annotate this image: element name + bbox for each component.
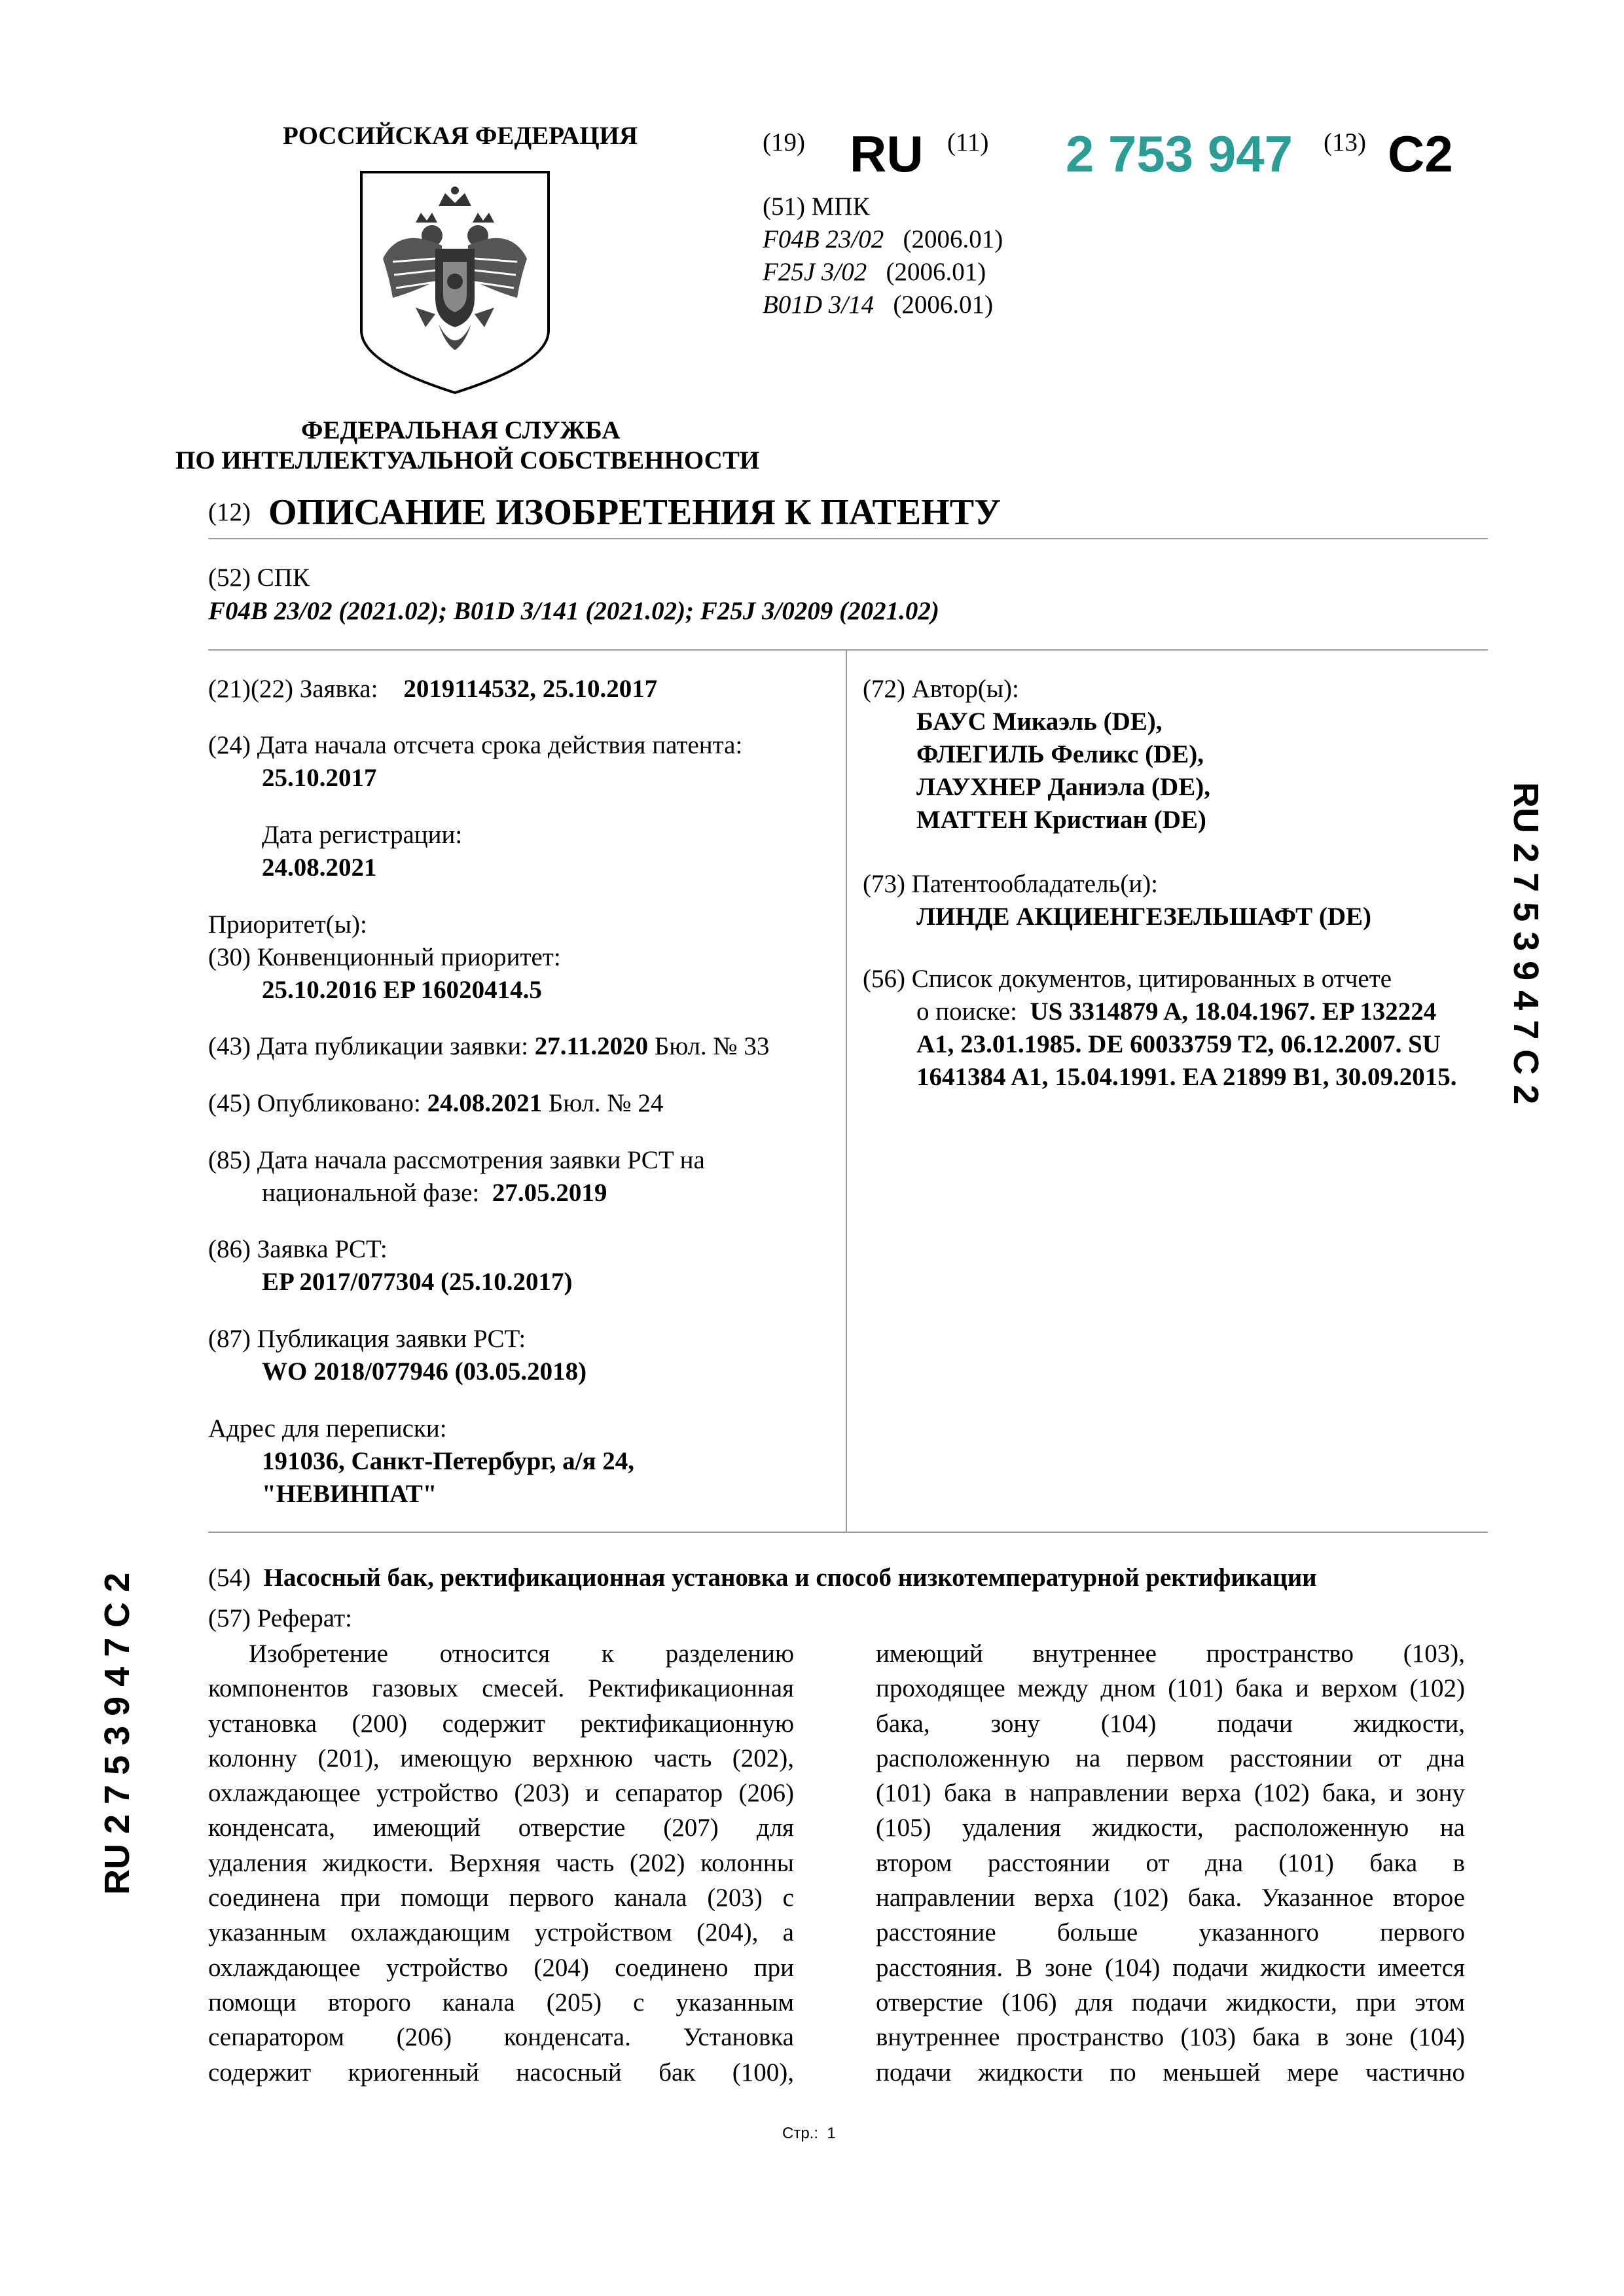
ipc-version: (2006.01): [903, 225, 1003, 253]
ipc-code: B01D 3/14: [763, 291, 875, 319]
divider: [208, 1532, 1488, 1533]
ipc-code: F25J 3/02: [763, 258, 867, 286]
abstract-line: отверстие (106) для подачи жидкости, при этом: [876, 1988, 1465, 2017]
pct-86-label: (86) Заявка PCT:: [208, 1235, 388, 1263]
abstract-line: Изобретение относится к разделению: [249, 1640, 794, 1668]
cited-docs-text: 1641384 A1, 15.04.1991. EA 21899 B1, 30.09.2015.: [916, 1063, 1457, 1091]
side-code-right: RU 2 7 5 3 9 4 7 C 2: [1506, 782, 1545, 1105]
publication-43-value: 27.11.2020: [534, 1032, 649, 1060]
address-line-1: 191036, Санкт-Петербург, а/я 24,: [262, 1447, 635, 1475]
author-name: ФЛЕГИЛЬ Феликс (DE),: [916, 740, 1204, 768]
ipc-version: (2006.01): [893, 291, 994, 319]
pct-87-value: WO 2018/077946 (03.05.2018): [262, 1357, 587, 1386]
ipc-row: [763, 255, 986, 289]
ipc-row: [763, 288, 993, 322]
author-name: БАУС Микаэль (DE),: [916, 708, 1163, 736]
abstract-line: (101) бака в направлении верха (102) бака, и зону: [876, 1779, 1465, 1808]
abstract-line: сепаратором (206) конденсата. Установка: [208, 2023, 794, 2052]
abstract-line: помощи второго канала (205) с указанным: [208, 1988, 794, 2017]
page-number: Стр.: 1: [782, 2125, 836, 2142]
cited-docs-label: (56) Список документов, цитированных в отчете: [863, 965, 1392, 993]
column-divider: [846, 649, 847, 1532]
address-label: Адрес для переписки:: [208, 1414, 447, 1443]
patent-number: 2 753 947: [1066, 125, 1293, 183]
coat-of-arms-emblem: [353, 167, 556, 396]
abstract-line: расположенную на первом расстоянии от дна: [876, 1744, 1465, 1772]
abstract-line: имеющий внутреннее пространство (103),: [876, 1640, 1465, 1668]
abstract-line: установка (200) содержит ректификационную: [208, 1709, 794, 1738]
abstract-line: колонну (201), имеющую верхнюю часть (202),: [208, 1744, 794, 1772]
cited-docs-row: [916, 995, 1436, 1029]
bulletin-24: Бюл. № 24: [548, 1089, 664, 1117]
priority-label: Приоритет(ы):: [208, 910, 367, 939]
abstract-line: указанным охлаждающим устройством (204), а: [208, 1918, 794, 1947]
patent-owner-label: (73) Патентообладатель(и):: [863, 870, 1159, 898]
application-value: 2019114532, 25.10.2017: [403, 675, 658, 703]
pct-85-row: [262, 1176, 607, 1210]
abstract-line: содержит криогенный насосный бак (100),: [208, 2058, 794, 2087]
invention-title: Насосный бак, ректификационная установка и способ низкотемпературной ректификации: [263, 1564, 1317, 1592]
pct-86-value: EP 2017/077304 (25.10.2017): [262, 1268, 573, 1296]
divider: [208, 649, 1488, 651]
abstract-line: охлаждающее устройство (204) соединено при: [208, 1953, 794, 1982]
cited-docs-lead: о поиске:: [916, 997, 1017, 1026]
cpc-label: (52) СПК: [208, 564, 310, 592]
start-date-value: 25.10.2017: [262, 764, 377, 792]
published-45-value: 24.08.2021: [427, 1089, 543, 1117]
published-45-label: (45) Опубликовано:: [208, 1089, 421, 1117]
abstract-line: расстояния. В зоне (104) подачи жидкости имеется: [876, 1953, 1465, 1982]
convention-priority-label: (30) Конвенционный приоритет:: [208, 943, 561, 971]
abstract-line: конденсата, имеющий отверстие (207) для: [208, 1814, 794, 1842]
country-name: РОССИЙСКАЯ ФЕДЕРАЦИЯ: [283, 122, 638, 150]
abstract-line: удаления жидкости. Верхняя часть (202) колонны: [208, 1848, 794, 1877]
invention-title-row: [208, 1561, 1317, 1595]
address-line-2: "НЕВИНПАТ": [262, 1480, 437, 1508]
author-name: МАТТЕН Кристиан (DE): [916, 806, 1206, 834]
convention-priority-value: 25.10.2016 EP 16020414.5: [262, 976, 542, 1004]
document-title: ОПИСАНИЕ ИЗОБРЕТЕНИЯ К ПАТЕНТУ: [268, 492, 1001, 533]
abstract-line: подачи жидкости по меньшей мере частично: [876, 2058, 1465, 2087]
registration-value: 24.08.2021: [262, 853, 377, 882]
abstract-line: расстояние больше указанного первого: [876, 1918, 1465, 1947]
cited-docs-text: A1, 23.01.1985. DE 60033759 T2, 06.12.2007. SU: [916, 1030, 1441, 1058]
abstract-line: втором расстоянии от дна (101) бака в: [876, 1848, 1465, 1877]
abstract-line: компонентов газовых смесей. Ректификационная: [208, 1674, 794, 1703]
code-19: (19): [763, 128, 805, 156]
application-row: [208, 672, 657, 706]
abstract-left-column: [208, 1636, 794, 2090]
pct-87-label: (87) Публикация заявки PCT:: [208, 1325, 526, 1353]
abstract-label: (57) Реферат:: [208, 1604, 352, 1632]
publication-43-label: (43) Дата публикации заявки:: [208, 1032, 529, 1060]
cited-docs-text: US 3314879 A, 18.04.1967. EP 132224: [1030, 997, 1437, 1026]
bulletin-33: Бюл. № 33: [654, 1032, 770, 1060]
pct-85-sublabel: национальной фазе:: [262, 1179, 480, 1207]
agency-line-2: ПО ИНТЕЛЛЕКТУАЛЬНОЙ СОБСТВЕННОСТИ: [175, 446, 760, 475]
abstract-line: направлении верха (102) бака. Указанное второе: [876, 1884, 1465, 1912]
pct-85-value: 27.05.2019: [492, 1179, 607, 1207]
ipc-code: F04B 23/02: [763, 225, 884, 253]
author-name: ЛАУХНЕР Даниэла (DE),: [916, 773, 1210, 801]
abstract-right-column: [876, 1636, 1465, 2090]
application-label: (21)(22) Заявка:: [208, 675, 378, 703]
pct-85-label: (85) Дата начала рассмотрения заявки PCT на: [208, 1146, 705, 1174]
code-13: (13): [1324, 128, 1366, 156]
side-code-left: RU 2 7 5 3 9 4 7 C 2: [98, 1572, 137, 1895]
abstract-line: соединена при помощи первого канала (203) с: [208, 1884, 794, 1912]
agency-line-1: ФЕДЕРАЛЬНАЯ СЛУЖБА: [301, 416, 621, 444]
ipc-version: (2006.01): [886, 258, 986, 286]
kind-code: C2: [1388, 125, 1453, 183]
start-date-label: (24) Дата начала отсчета срока действия патента:: [208, 731, 743, 759]
cpc-text: F04B 23/02 (2021.02); B01D 3/141 (2021.02); F25J 3/0209 (2021.02): [208, 597, 939, 625]
patent-owner-value: ЛИНДЕ АКЦИЕНГЕЗЕЛЬШАФТ (DE): [916, 903, 1371, 931]
abstract-line: проходящее между дном (101) бака и верхом (102): [876, 1674, 1465, 1703]
title-code: (12): [208, 498, 251, 526]
abstract-line: (105) удаления жидкости, расположенную на: [876, 1814, 1465, 1842]
published-45-row: [208, 1086, 663, 1121]
registration-label: Дата регистрации:: [262, 821, 463, 849]
abstract-line: внутреннее пространство (103) бака в зоне (104): [876, 2023, 1465, 2052]
abstract-line: бака, зону (104) подачи жидкости,: [876, 1709, 1465, 1738]
ipc-row: [763, 223, 1003, 257]
ipc-label: (51) МПК: [763, 192, 870, 221]
code-11: (11): [947, 128, 989, 156]
abstract-line: охлаждающее устройство (203) и сепаратор (206): [208, 1779, 794, 1808]
country-code: RU: [850, 125, 924, 183]
authors-label: (72) Автор(ы):: [863, 675, 1019, 703]
publication-43-row: [208, 1030, 769, 1064]
divider: [208, 538, 1488, 539]
invention-code: (54): [208, 1564, 251, 1592]
